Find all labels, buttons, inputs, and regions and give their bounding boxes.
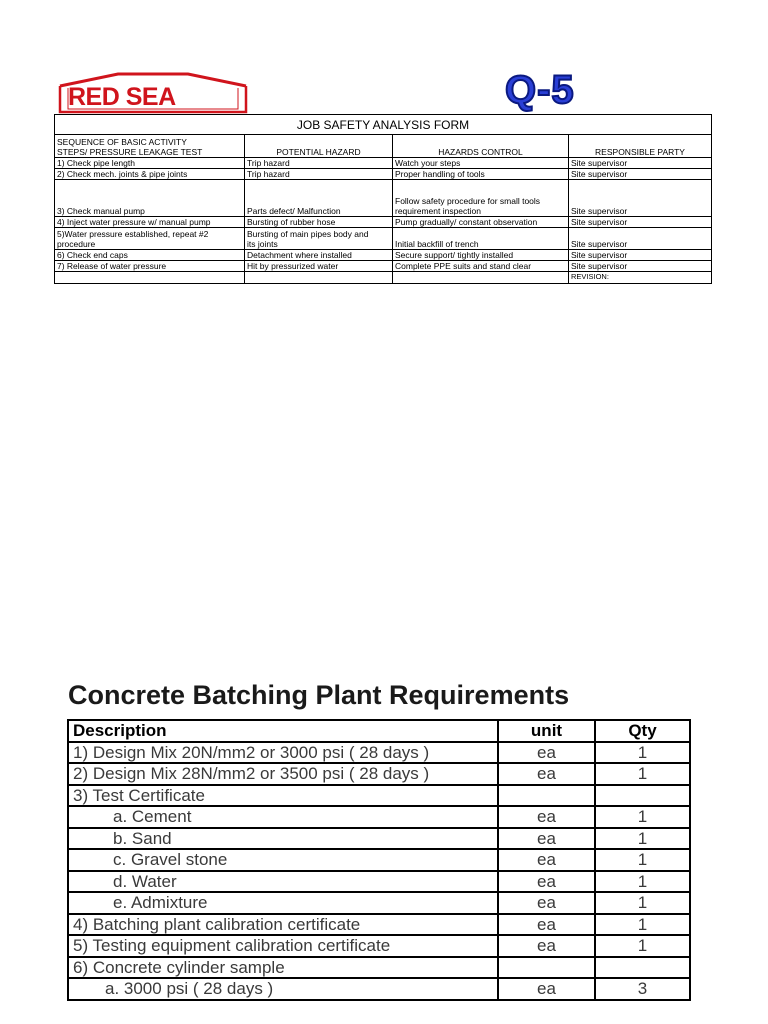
cbp-description: 6) Concrete cylinder sample (68, 957, 498, 979)
jsa-hazard-line1: Bursting of main pipes body and (247, 229, 369, 239)
jsa-control: Proper handling of tools (393, 169, 569, 180)
cbp-qty: 1 (595, 806, 690, 828)
cbp-row (68, 871, 690, 893)
cbp-qty: 1 (595, 892, 690, 914)
cbp-unit: ea (498, 849, 595, 871)
jsa-header-sequence-line2: STEPS/ PRESSURE LEAKAGE TEST (57, 147, 203, 157)
cbp-description: 2) Design Mix 28N/mm2 or 3500 psi ( 28 days ) (68, 763, 498, 785)
jsa-step: 6) Check end caps (55, 250, 245, 261)
jsa-party: Site supervisor (569, 217, 712, 228)
cbp-description: d. Water (68, 871, 498, 893)
jsa-control (393, 180, 569, 217)
cbp-description: a. 3000 psi ( 28 days ) (68, 978, 498, 1000)
jsa-hazard (245, 228, 393, 250)
cbp-qty (595, 957, 690, 979)
jsa-row (55, 180, 712, 217)
jsa-step: 1) Check pipe length (55, 158, 245, 169)
cbp-header-qty: Qty (595, 720, 690, 742)
jsa-party: Site supervisor (569, 169, 712, 180)
jsa-hazard: Trip hazard (245, 169, 393, 180)
cbp-qty (595, 785, 690, 807)
cbp-description: c. Gravel stone (68, 849, 498, 871)
jsa-revision-label: REVISION: (569, 272, 712, 284)
jsa-title-row (55, 115, 712, 135)
jsa-empty-cell (393, 272, 569, 284)
jsa-party: Site supervisor (569, 250, 712, 261)
cbp-row (68, 914, 690, 936)
jsa-row (55, 217, 712, 228)
cbp-row (68, 935, 690, 957)
cbp-unit: ea (498, 978, 595, 1000)
cbp-row (68, 763, 690, 785)
jsa-title: JOB SAFETY ANALYSIS FORM (55, 115, 712, 135)
cbp-description: 3) Test Certificate (68, 785, 498, 807)
jsa-step: 4) Inject water pressure w/ manual pump (55, 217, 245, 228)
jsa-control: Watch your steps (393, 158, 569, 169)
cbp-qty: 1 (595, 763, 690, 785)
cbp-description: 4) Batching plant calibration certificate (68, 914, 498, 936)
cbp-unit: ea (498, 763, 595, 785)
cbp-table (67, 719, 691, 1001)
jsa-step: 2) Check mech. joints & pipe joints (55, 169, 245, 180)
jsa-empty-cell (55, 272, 245, 284)
cbp-row (68, 978, 690, 1000)
jsa-control: Initial backfill of trench (393, 228, 569, 250)
jsa-party: Site supervisor (569, 261, 712, 272)
jsa-step-line1: 5)Water pressure established, repeat #2 (57, 229, 209, 239)
cbp-unit: ea (498, 806, 595, 828)
jsa-row (55, 228, 712, 250)
cbp-qty: 1 (595, 935, 690, 957)
jsa-header-party: RESPONSIBLE PARTY (569, 135, 712, 158)
cbp-qty: 3 (595, 978, 690, 1000)
cbp-row (68, 892, 690, 914)
jsa-header-hazard: POTENTIAL HAZARD (245, 135, 393, 158)
cbp-unit (498, 957, 595, 979)
red-sea-logo (58, 72, 248, 114)
jsa-header-control: HAZARDS CONTROL (393, 135, 569, 158)
jsa-control: Pump gradually/ constant observation (393, 217, 569, 228)
jsa-header-sequence-line1: SEQUENCE OF BASIC ACTIVITY (57, 137, 187, 147)
cbp-row (68, 785, 690, 807)
cbp-unit: ea (498, 935, 595, 957)
cbp-unit (498, 785, 595, 807)
cbp-qty: 1 (595, 828, 690, 850)
cbp-unit: ea (498, 892, 595, 914)
cbp-unit: ea (498, 914, 595, 936)
jsa-row (55, 250, 712, 261)
jsa-control: Secure support/ tightly installed (393, 250, 569, 261)
cbp-row (68, 828, 690, 850)
cbp-row (68, 806, 690, 828)
cbp-header-unit: unit (498, 720, 595, 742)
jsa-row (55, 158, 712, 169)
cbp-description: 5) Testing equipment calibration certificate (68, 935, 498, 957)
cbp-header-row (68, 720, 690, 742)
cbp-row (68, 849, 690, 871)
cbp-row (68, 957, 690, 979)
jsa-revision-row (55, 272, 712, 284)
cbp-description: b. Sand (68, 828, 498, 850)
jsa-header-row (55, 135, 712, 158)
cbp-qty: 1 (595, 871, 690, 893)
jsa-party: Site supervisor (569, 158, 712, 169)
jsa-control: Complete PPE suits and stand clear (393, 261, 569, 272)
cbp-description: e. Admixture (68, 892, 498, 914)
jsa-control-line1: Follow safety procedure for small tools (395, 196, 541, 206)
jsa-hazard-line2: its joints (247, 239, 278, 249)
jsa-hazard: Detachment where installed (245, 250, 393, 261)
jsa-step: 7) Release of water pressure (55, 261, 245, 272)
jsa-hazard: Hit by pressurized water (245, 261, 393, 272)
cbp-row (68, 742, 690, 764)
jsa-step (55, 228, 245, 250)
cbp-title: Concrete Batching Plant Requirements (68, 680, 570, 710)
logo-text: RED SEA (68, 83, 176, 111)
cbp-unit: ea (498, 828, 595, 850)
cbp-unit: ea (498, 742, 595, 764)
jsa-control-line2: requirement inspection (395, 206, 481, 216)
jsa-step: 3) Check manual pump (55, 180, 245, 217)
jsa-party: Site supervisor (569, 228, 712, 250)
cbp-description: 1) Design Mix 20N/mm2 or 3000 psi ( 28 days ) (68, 742, 498, 764)
cbp-qty: 1 (595, 914, 690, 936)
jsa-row (55, 261, 712, 272)
jsa-hazard: Parts defect/ Malfunction (245, 180, 393, 217)
jsa-hazard: Trip hazard (245, 158, 393, 169)
cbp-header-description: Description (68, 720, 498, 742)
form-code-badge: Q-5 (505, 68, 575, 112)
jsa-table (54, 114, 712, 284)
cbp-qty: 1 (595, 849, 690, 871)
jsa-empty-cell (245, 272, 393, 284)
jsa-header-sequence (55, 135, 245, 158)
cbp-description: a. Cement (68, 806, 498, 828)
cbp-qty: 1 (595, 742, 690, 764)
jsa-step-line2: procedure (57, 239, 96, 249)
jsa-party: Site supervisor (569, 180, 712, 217)
jsa-row (55, 169, 712, 180)
cbp-unit: ea (498, 871, 595, 893)
jsa-hazard: Bursting of rubber hose (245, 217, 393, 228)
